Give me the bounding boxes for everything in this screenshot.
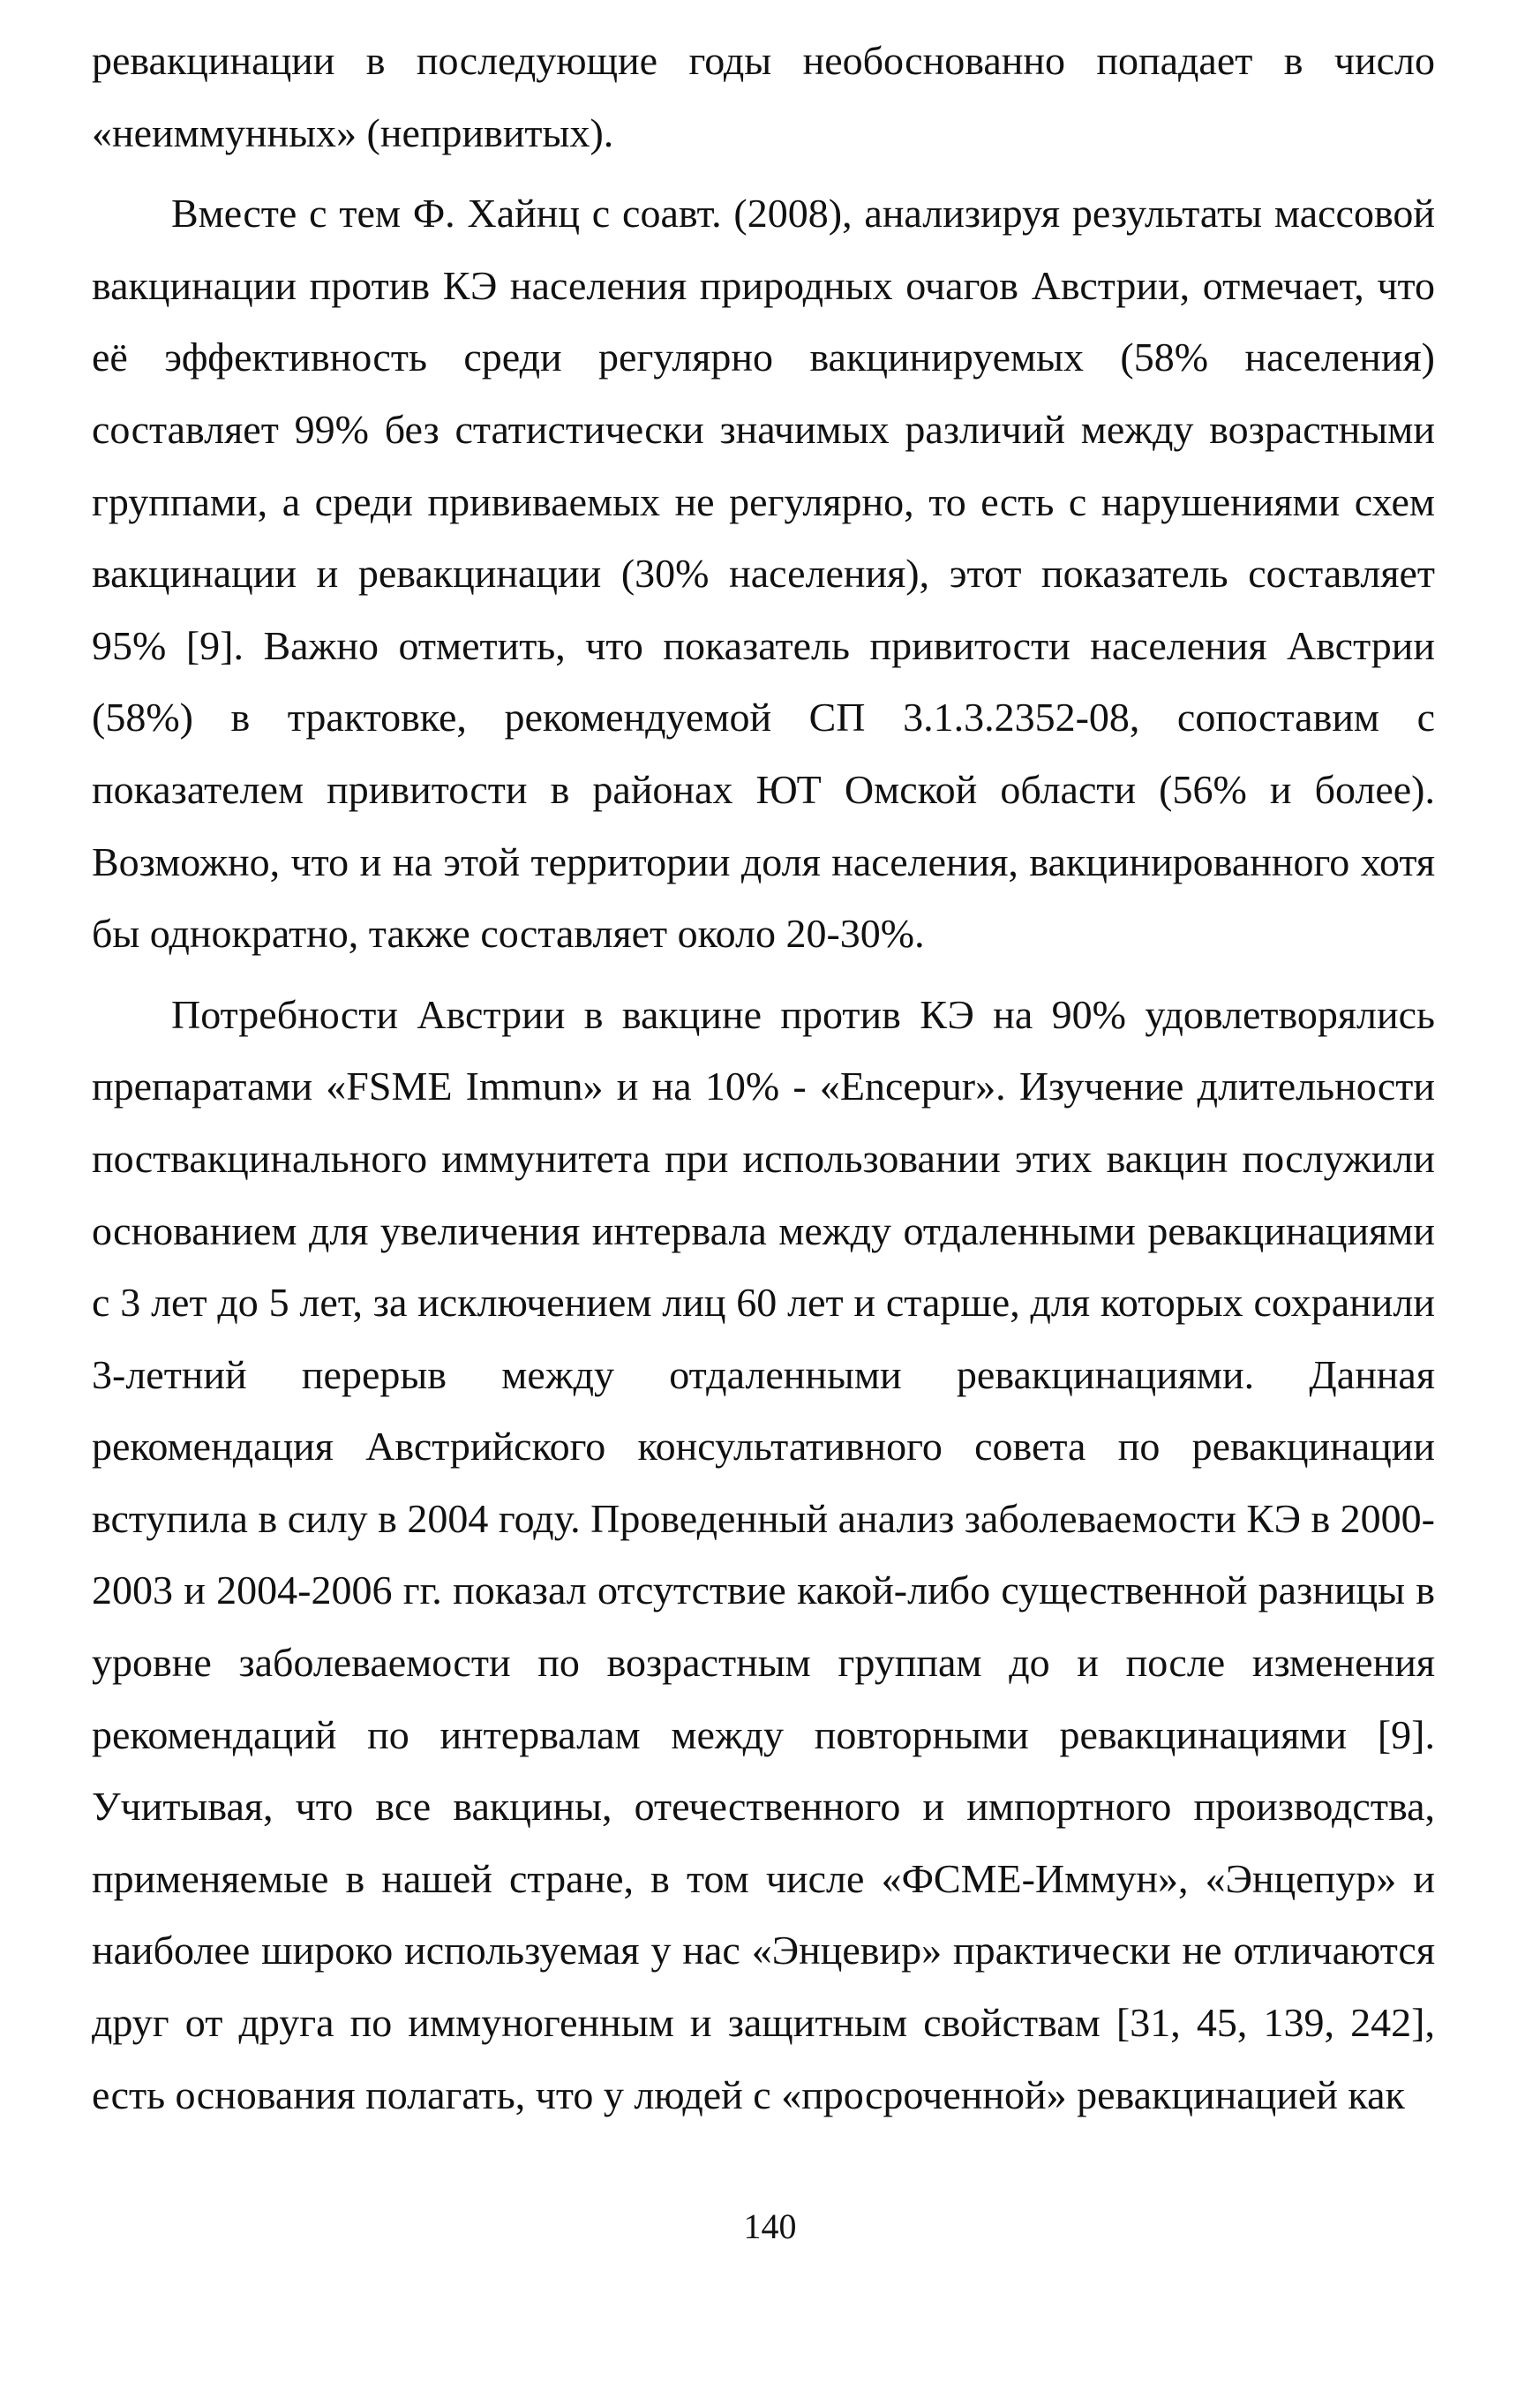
paragraph-austria-efficiency: Вместе с тем Ф. Хайнц с соавт. (2008), анализируя результаты массовой вакцинации против КЭ населения природных очагов Австрии, отмечает, что её эффективность среди регулярно вакцинируемых (58% населения) составляет 99% без статистически значимых различий между возрастными группами, а среди прививаемых не регулярно, то есть с нарушениями схем вакцинации и ревакцинации (30% населения), этот показатель составляет 95% [9]. Важно отметить, что показатель привитости населения Австрии (58%) в трактовке, рекомендуемой СП 3.1.3.2352-08, сопоставим с показателем привитости в районах ЮТ Омской области (56% и более). Возможно, что и на этой территории доля населения, вакцинированного хотя бы однократно, также составляет около 20-30%. bbox=[92, 191, 1435, 957]
paragraph-austria-vaccines: Потребности Австрии в вакцине против КЭ на 90% удовлетворялись препаратами «FSME Immun» и на 10% - «Encepur». Изучение длительности поствакцинального иммунитета при использовании этих вакцин послужили основанием для увеличения интервала между отдаленными ревакцинациями с 3 лет до 5 лет, за исключением лиц 60 лет и старше, для которых сохранили 3-летний перерыв между отдаленными ревакцинациями. Данная рекомендация Австрийского консультативного совета по ревакцинации вступила в силу в 2004 году. Проведенный анализ заболеваемости КЭ в 2000-2003 и 2004-2006 гг. показал отсутствие какой-либо существенной разницы в уровне заболеваемости по возрастным группам до и после изменения рекомендаций по интервалам между повторными ревакцинациями [9]. Учитывая, что все вакцины, отечественного и импортного производства, применяемые в нашей стране, в том числе «ФСМЕ-Иммун», «Энцепур» и наиболее широко используемая у нас «Энцевир» практически не отличаются друг от друга по иммуногенным и защитным свойствам [31, 45, 139, 242], есть основания полагать, что у людей с «просроченной» ревакцинацией как bbox=[92, 991, 1435, 2117]
page-number: 140 bbox=[743, 2206, 797, 2246]
paragraph-continuation: ревакцинации в последующие годы необоснованно попадает в число «неиммунных» (непривитых). bbox=[92, 38, 1435, 155]
body-text bbox=[92, 25, 1435, 2131]
